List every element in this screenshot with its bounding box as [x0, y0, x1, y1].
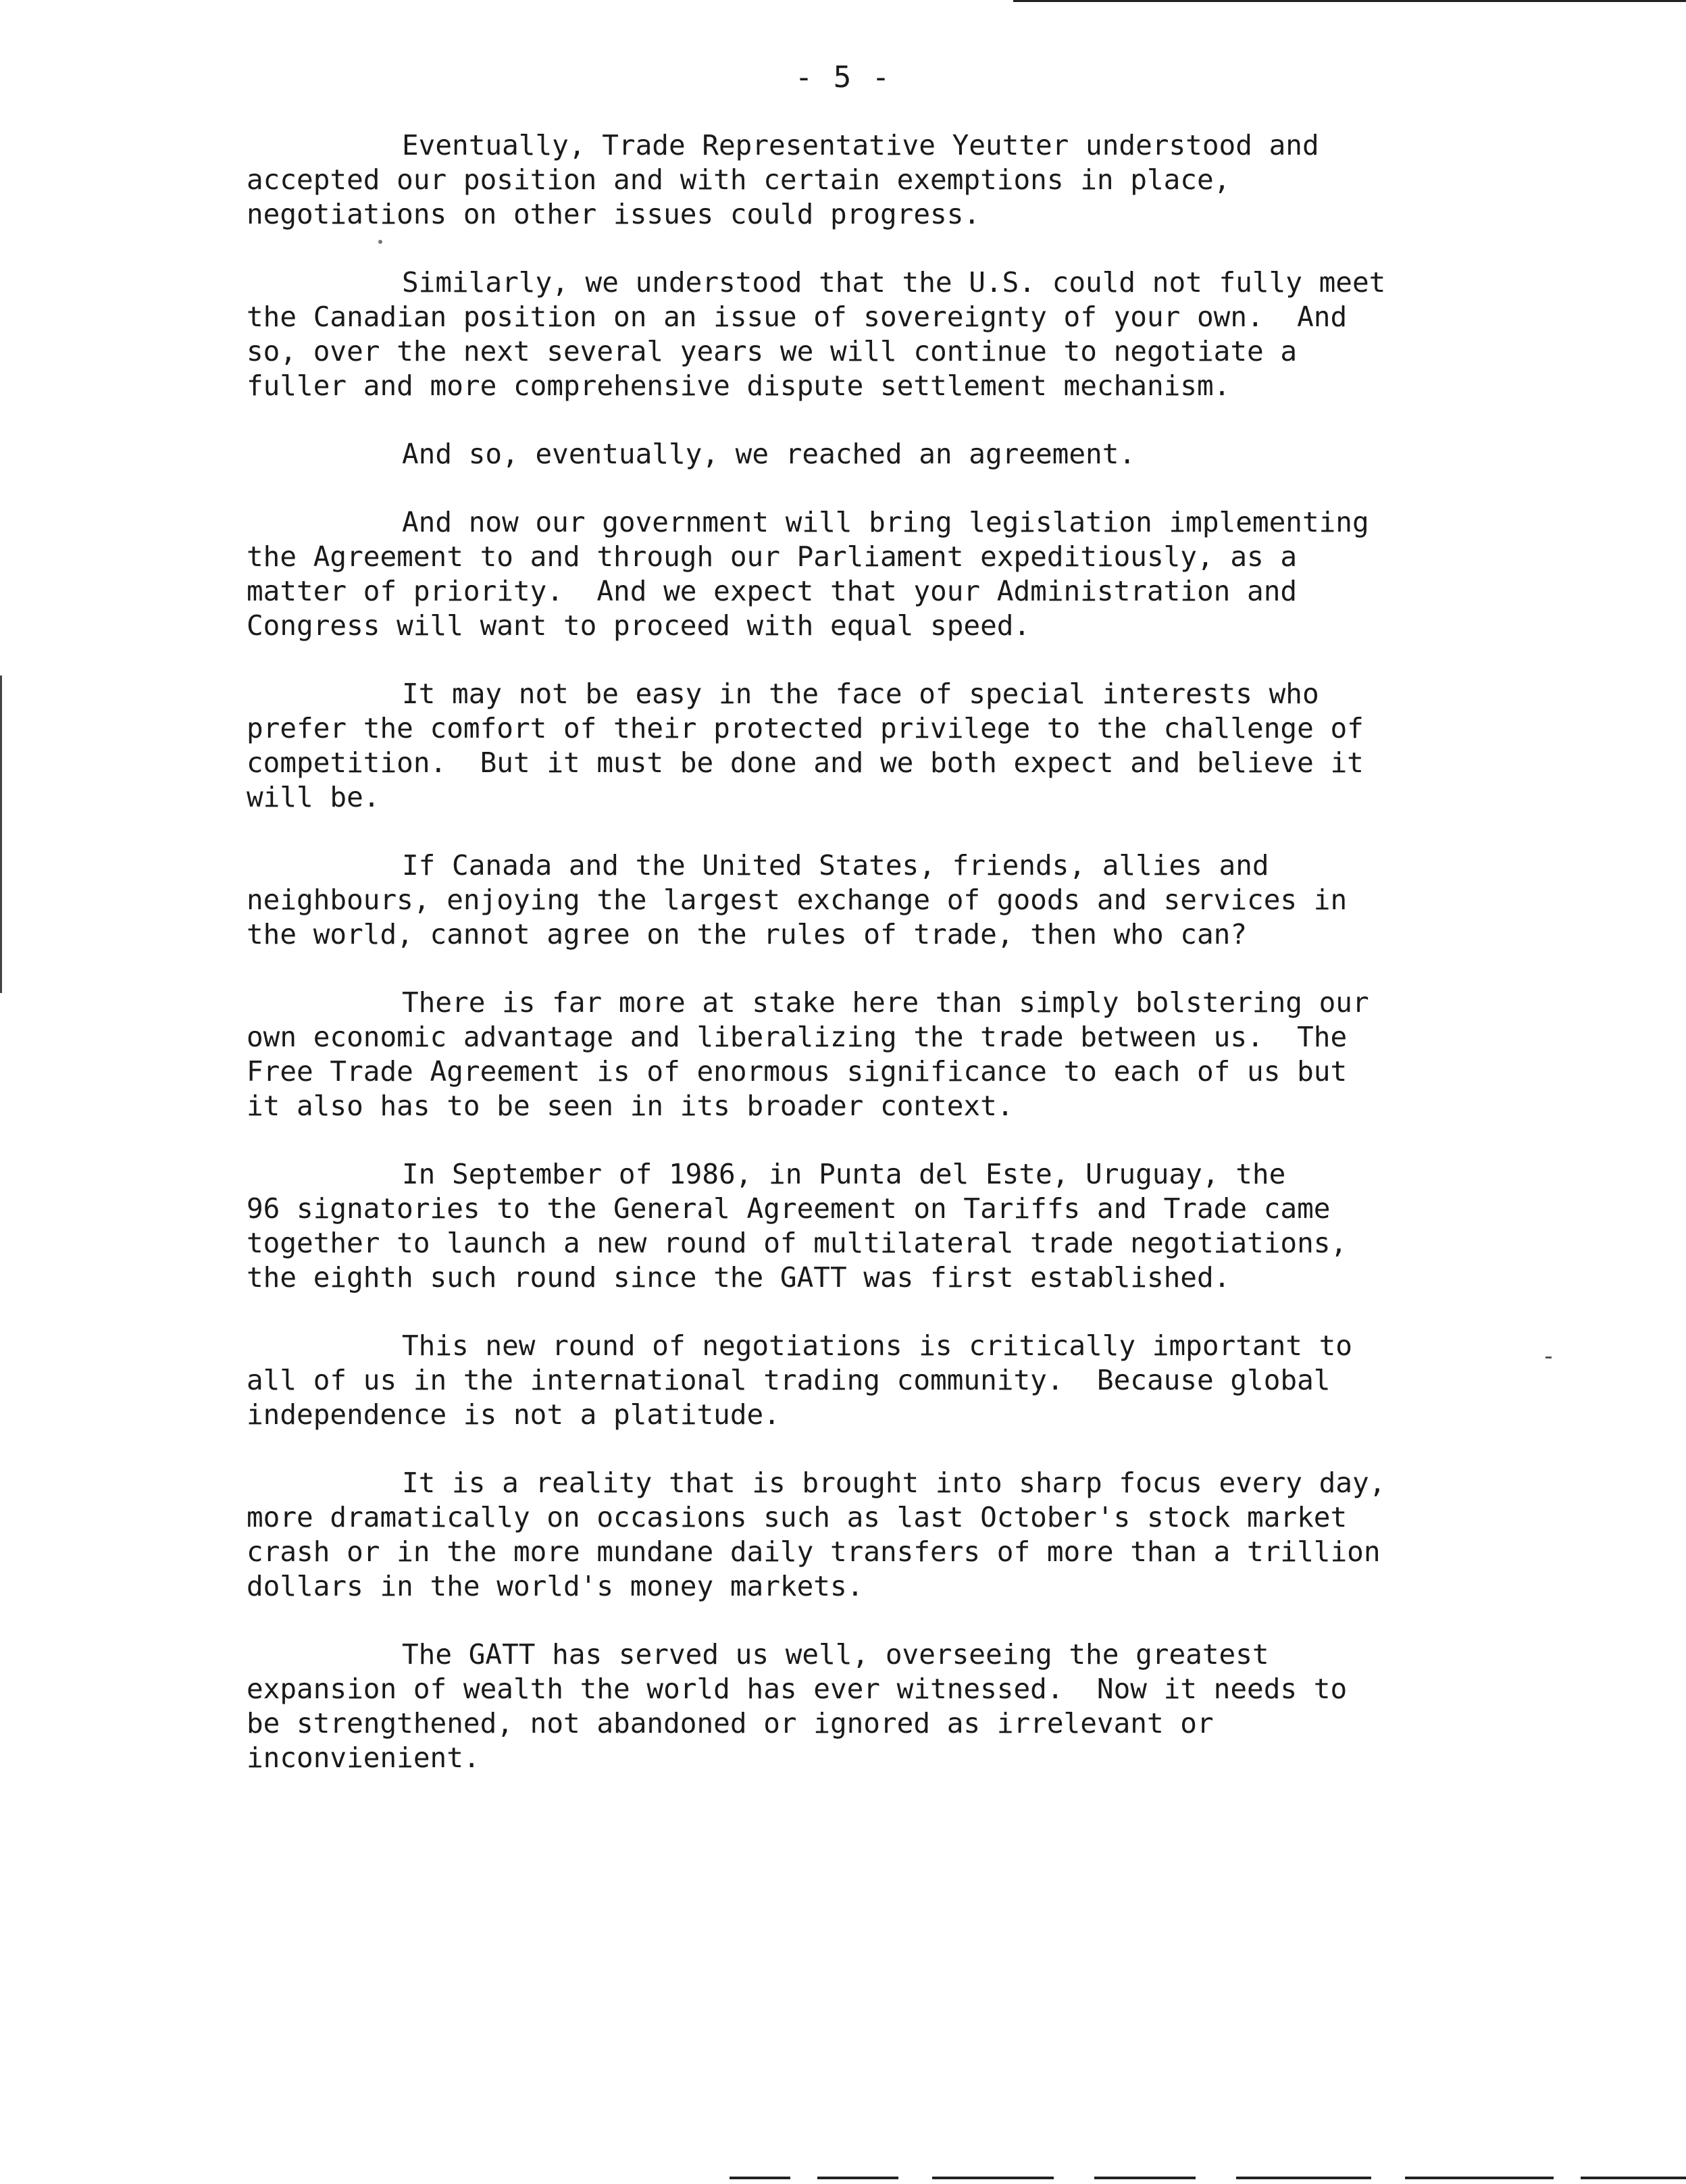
bottom-scan-rule	[932, 2177, 1054, 2179]
page-number: - 5 -	[794, 60, 892, 95]
body-text	[247, 128, 1449, 1809]
paragraph: If Canada and the United States, friends, allies and neighbours, enjoying the largest exchange of goods and services in the world, cannot agree on the rules of trade, then who can?	[247, 849, 1348, 950]
bottom-scan-rule	[1581, 2177, 1686, 2179]
bottom-scan-rule	[730, 2177, 790, 2179]
paragraph: There is far more at stake here than simply bolstering our own economic advantage and liberalizing the trade between us. The Free Trade Agreement is of enormous significance to each of us but it also has to be seen in its broader context.	[247, 986, 1369, 1122]
paragraph: In September of 1986, in Punta del Este, Uruguay, the 96 signatories to the General Agreement on Tariffs and Trade came together to launch a new round of multilateral trade negotiations, the eighth such round since the GATT was first established.	[247, 1158, 1348, 1294]
paragraph: This new round of negotiations is critically important to all of us in the international trading community. Because global independence is not a platitude.	[247, 1329, 1352, 1431]
bottom-scan-rule	[1094, 2177, 1196, 2179]
bottom-scan-rule	[1405, 2177, 1554, 2179]
scan-edge-left	[0, 676, 2, 993]
bottom-scan-rule	[817, 2177, 898, 2179]
paragraph: It may not be easy in the face of special interests who prefer the comfort of their protected privilege to the challenge of competition. But it must be done and we both expect and believe it will be.	[247, 678, 1364, 813]
paragraph: And now our government will bring legislation implementing the Agreement to and through our Parliament expeditiously, as a matter of priority. And we expect that your Administration and Congress will want to proceed with equal speed.	[247, 506, 1369, 642]
scan-edge-top	[1013, 0, 1686, 2]
paragraph: And so, eventually, we reached an agreement.	[402, 438, 1136, 470]
paragraph: Similarly, we understood that the U.S. could not fully meet the Canadian position on an issue of sovereignty of your own. And so, over the next several years we will continue to negotiate a fuller and more comprehensive dispute settlement mechanism.	[247, 266, 1386, 402]
paragraph: Eventually, Trade Representative Yeutter understood and accepted our position and with certain exemptions in place, negotiations on other issues could progress.	[247, 129, 1319, 230]
paragraph: The GATT has served us well, overseeing the greatest expansion of wealth the world has ever witnessed. Now it needs to be strengthened, not abandoned or ignored as irrelevant or inconvienient.	[247, 1638, 1348, 1774]
paragraph: It is a reality that is brought into sharp focus every day, more dramatically on occasions such as last October's stock market crash or in the more mundane daily transfers of more than a trillion dollars in the world's money markets.	[247, 1467, 1386, 1602]
stray-dash-mark	[1546, 1356, 1552, 1358]
bottom-scan-rule	[1236, 2177, 1371, 2179]
